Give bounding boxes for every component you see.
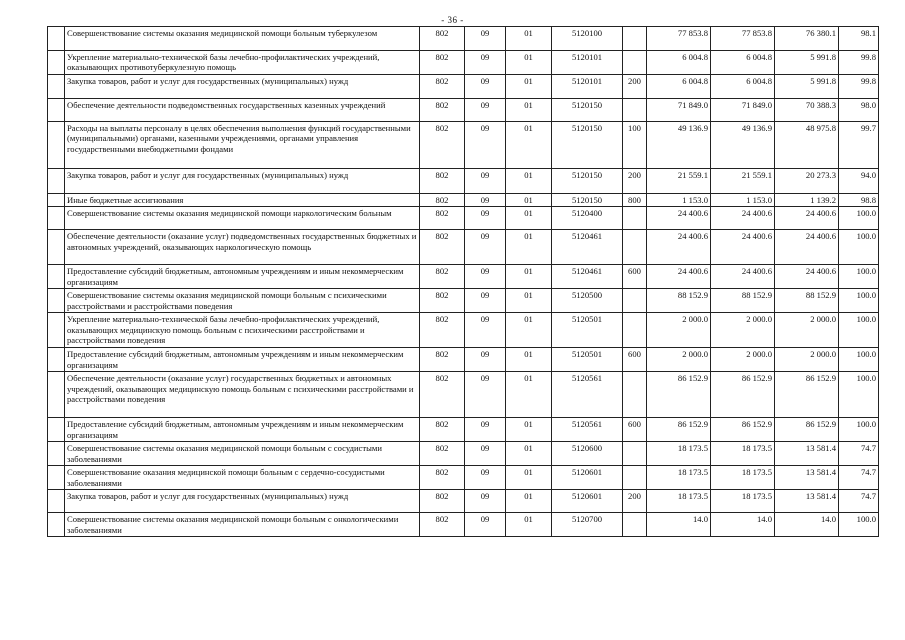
row-expense-type: 600 [623, 418, 647, 442]
row-target-code: 5120400 [552, 207, 623, 230]
row-subsection: 01 [506, 169, 552, 194]
row-target-code: 5120501 [552, 313, 623, 348]
row-expense-type: 600 [623, 348, 647, 372]
row-gov-code: 802 [420, 466, 465, 490]
row-gov-code: 802 [420, 442, 465, 466]
row-value-1: 77 853.8 [647, 27, 711, 51]
row-value-1: 1 153.0 [647, 194, 711, 207]
row-subsection: 01 [506, 194, 552, 207]
row-section: 09 [465, 466, 506, 490]
row-gov-code: 802 [420, 230, 465, 265]
row-subsection: 01 [506, 51, 552, 75]
row-gov-code: 802 [420, 99, 465, 122]
row-subsection: 01 [506, 313, 552, 348]
row-expense-type [623, 51, 647, 75]
row-value-3: 13 581.4 [775, 490, 839, 513]
row-section: 09 [465, 513, 506, 537]
table-row [48, 466, 879, 490]
row-subsection: 01 [506, 442, 552, 466]
row-percent: 74.7 [839, 490, 879, 513]
row-gov-code: 802 [420, 75, 465, 99]
row-subsection: 01 [506, 490, 552, 513]
row-expense-type: 200 [623, 169, 647, 194]
row-value-2: 88 152.9 [711, 289, 775, 313]
row-value-3: 13 581.4 [775, 442, 839, 466]
row-gov-code: 802 [420, 289, 465, 313]
row-value-1: 6 004.8 [647, 51, 711, 75]
row-value-3: 76 380.1 [775, 27, 839, 51]
row-value-3: 86 152.9 [775, 372, 839, 418]
row-value-1: 88 152.9 [647, 289, 711, 313]
table-row [48, 289, 879, 313]
row-section: 09 [465, 372, 506, 418]
row-value-1: 24 400.6 [647, 265, 711, 289]
row-section: 09 [465, 51, 506, 75]
row-target-code: 5120601 [552, 466, 623, 490]
row-target-code: 5120601 [552, 490, 623, 513]
row-value-3: 1 139.2 [775, 194, 839, 207]
row-value-2: 18 173.5 [711, 466, 775, 490]
row-value-3: 5 991.8 [775, 75, 839, 99]
row-value-1: 86 152.9 [647, 372, 711, 418]
row-percent: 100.0 [839, 418, 879, 442]
row-percent: 100.0 [839, 289, 879, 313]
row-value-1: 71 849.0 [647, 99, 711, 122]
row-gov-code: 802 [420, 418, 465, 442]
row-expense-type [623, 230, 647, 265]
row-target-code: 5120101 [552, 51, 623, 75]
table-row [48, 27, 879, 51]
row-expense-type [623, 99, 647, 122]
row-value-1: 24 400.6 [647, 230, 711, 265]
row-expense-type [623, 442, 647, 466]
page-number: - 36 - [441, 15, 464, 25]
row-value-1: 2 000.0 [647, 313, 711, 348]
row-section: 09 [465, 442, 506, 466]
row-target-code: 5120500 [552, 289, 623, 313]
row-target-code: 5120700 [552, 513, 623, 537]
row-percent: 100.0 [839, 207, 879, 230]
row-section: 09 [465, 313, 506, 348]
row-gov-code: 802 [420, 207, 465, 230]
row-value-3: 86 152.9 [775, 418, 839, 442]
row-target-code: 5120150 [552, 194, 623, 207]
row-blank-cell [48, 418, 65, 442]
row-blank-cell [48, 348, 65, 372]
row-expense-type: 600 [623, 265, 647, 289]
row-expense-type: 200 [623, 490, 647, 513]
row-blank-cell [48, 313, 65, 348]
table-row [48, 372, 879, 418]
row-percent: 100.0 [839, 513, 879, 537]
row-subsection: 01 [506, 513, 552, 537]
row-value-3: 24 400.6 [775, 207, 839, 230]
row-expense-type [623, 27, 647, 51]
row-section: 09 [465, 348, 506, 372]
table-row [48, 51, 879, 75]
row-blank-cell [48, 466, 65, 490]
row-name: Закупка товаров, работ и услуг для государственных (муниципальных) нужд [65, 75, 420, 99]
row-percent: 99.8 [839, 75, 879, 99]
row-value-1: 18 173.5 [647, 466, 711, 490]
row-target-code: 5120101 [552, 75, 623, 99]
row-percent: 100.0 [839, 230, 879, 265]
row-value-2: 24 400.6 [711, 265, 775, 289]
row-percent: 100.0 [839, 372, 879, 418]
row-value-3: 88 152.9 [775, 289, 839, 313]
row-value-1: 18 173.5 [647, 442, 711, 466]
row-section: 09 [465, 207, 506, 230]
row-gov-code: 802 [420, 372, 465, 418]
row-section: 09 [465, 490, 506, 513]
row-value-1: 6 004.8 [647, 75, 711, 99]
row-name: Иные бюджетные ассигнования [65, 194, 420, 207]
row-section: 09 [465, 169, 506, 194]
table-body [48, 27, 879, 537]
row-value-2: 21 559.1 [711, 169, 775, 194]
table-row [48, 313, 879, 348]
row-target-code: 5120600 [552, 442, 623, 466]
row-section: 09 [465, 418, 506, 442]
row-blank-cell [48, 194, 65, 207]
row-percent: 100.0 [839, 348, 879, 372]
row-expense-type [623, 289, 647, 313]
row-percent: 100.0 [839, 265, 879, 289]
row-target-code: 5120561 [552, 418, 623, 442]
row-gov-code: 802 [420, 169, 465, 194]
row-name: Закупка товаров, работ и услуг для государственных (муниципальных) нужд [65, 490, 420, 513]
row-value-2: 49 136.9 [711, 122, 775, 169]
row-subsection: 01 [506, 466, 552, 490]
table-row [48, 75, 879, 99]
row-value-1: 24 400.6 [647, 207, 711, 230]
row-blank-cell [48, 442, 65, 466]
row-expense-type: 800 [623, 194, 647, 207]
row-value-3: 24 400.6 [775, 230, 839, 265]
row-percent: 98.1 [839, 27, 879, 51]
row-name: Предоставление субсидий бюджетным, автономным учреждениям и иным некоммерческим организациям [65, 418, 420, 442]
row-value-2: 2 000.0 [711, 313, 775, 348]
row-value-2: 86 152.9 [711, 418, 775, 442]
row-blank-cell [48, 51, 65, 75]
row-value-2: 18 173.5 [711, 490, 775, 513]
row-name: Закупка товаров, работ и услуг для государственных (муниципальных) нужд [65, 169, 420, 194]
row-gov-code: 802 [420, 313, 465, 348]
row-gov-code: 802 [420, 51, 465, 75]
row-percent: 99.7 [839, 122, 879, 169]
row-target-code: 5120150 [552, 122, 623, 169]
row-subsection: 01 [506, 265, 552, 289]
table-row [48, 122, 879, 169]
row-percent: 74.7 [839, 466, 879, 490]
row-subsection: 01 [506, 418, 552, 442]
row-value-3: 13 581.4 [775, 466, 839, 490]
row-name: Совершенствование системы оказания медицинской помощи больным с онкологическими заболеваниями [65, 513, 420, 537]
row-blank-cell [48, 265, 65, 289]
row-blank-cell [48, 513, 65, 537]
row-value-2: 6 004.8 [711, 51, 775, 75]
table-row [48, 169, 879, 194]
row-blank-cell [48, 27, 65, 51]
row-value-2: 6 004.8 [711, 75, 775, 99]
row-gov-code: 802 [420, 27, 465, 51]
row-value-1: 2 000.0 [647, 348, 711, 372]
table-row [48, 99, 879, 122]
row-value-3: 14.0 [775, 513, 839, 537]
table-row [48, 265, 879, 289]
row-name: Обеспечение деятельности (оказание услуг) подведомственных государственных бюджетных и автономных учреждений, оказывающих наркологическую помощь [65, 230, 420, 265]
row-value-1: 49 136.9 [647, 122, 711, 169]
table-row [48, 513, 879, 537]
row-blank-cell [48, 169, 65, 194]
row-expense-type [623, 313, 647, 348]
table-row [48, 207, 879, 230]
row-section: 09 [465, 265, 506, 289]
row-section: 09 [465, 122, 506, 169]
row-percent: 99.8 [839, 51, 879, 75]
row-value-2: 24 400.6 [711, 230, 775, 265]
row-value-3: 5 991.8 [775, 51, 839, 75]
budget-table [47, 26, 879, 537]
row-value-3: 20 273.3 [775, 169, 839, 194]
row-value-2: 1 153.0 [711, 194, 775, 207]
row-section: 09 [465, 289, 506, 313]
row-blank-cell [48, 122, 65, 169]
row-expense-type [623, 372, 647, 418]
row-name: Совершенствование системы оказания медицинской помощи больным с сосудистыми заболеваниями [65, 442, 420, 466]
row-blank-cell [48, 230, 65, 265]
row-percent: 100.0 [839, 313, 879, 348]
row-value-3: 70 388.3 [775, 99, 839, 122]
table-row [48, 442, 879, 466]
row-value-2: 86 152.9 [711, 372, 775, 418]
row-value-2: 24 400.6 [711, 207, 775, 230]
row-subsection: 01 [506, 289, 552, 313]
row-percent: 98.8 [839, 194, 879, 207]
row-subsection: 01 [506, 348, 552, 372]
row-name: Обеспечение деятельности подведомственных государственных казенных учреждений [65, 99, 420, 122]
row-subsection: 01 [506, 99, 552, 122]
row-expense-type [623, 466, 647, 490]
row-name: Предоставление субсидий бюджетным, автономным учреждениям и иным некоммерческим организациям [65, 348, 420, 372]
row-value-2: 14.0 [711, 513, 775, 537]
row-target-code: 5120150 [552, 99, 623, 122]
row-blank-cell [48, 289, 65, 313]
row-name: Предоставление субсидий бюджетным, автономным учреждениям и иным некоммерческим организациям [65, 265, 420, 289]
row-expense-type: 200 [623, 75, 647, 99]
row-blank-cell [48, 99, 65, 122]
row-subsection: 01 [506, 122, 552, 169]
row-subsection: 01 [506, 372, 552, 418]
row-value-1: 14.0 [647, 513, 711, 537]
row-target-code: 5120461 [552, 265, 623, 289]
row-subsection: 01 [506, 75, 552, 99]
row-value-2: 71 849.0 [711, 99, 775, 122]
row-name: Совершенствование системы оказания медицинской помощи больным с психическими расстройствами и расстройствами поведения [65, 289, 420, 313]
row-gov-code: 802 [420, 348, 465, 372]
row-percent: 94.0 [839, 169, 879, 194]
row-name: Укрепление материально-технической базы лечебно-профилактических учреждений, оказывающих противотуберкулезную помощь [65, 51, 420, 75]
row-value-3: 24 400.6 [775, 265, 839, 289]
row-name: Совершенствование системы оказания медицинской помощи наркологическим больным [65, 207, 420, 230]
row-subsection: 01 [506, 230, 552, 265]
row-blank-cell [48, 207, 65, 230]
table-row [48, 418, 879, 442]
row-target-code: 5120561 [552, 372, 623, 418]
table-row [48, 348, 879, 372]
row-percent: 98.0 [839, 99, 879, 122]
row-name: Укрепление материально-технической базы лечебно-профилактических учреждений, оказывающих медицинскую помощь больным с психическими расстройствами и расстройствами поведения [65, 313, 420, 348]
row-target-code: 5120100 [552, 27, 623, 51]
row-value-3: 2 000.0 [775, 348, 839, 372]
row-target-code: 5120150 [552, 169, 623, 194]
row-expense-type [623, 207, 647, 230]
row-value-1: 18 173.5 [647, 490, 711, 513]
row-gov-code: 802 [420, 194, 465, 207]
row-target-code: 5120461 [552, 230, 623, 265]
table-row [48, 490, 879, 513]
row-value-3: 48 975.8 [775, 122, 839, 169]
row-gov-code: 802 [420, 265, 465, 289]
row-value-2: 2 000.0 [711, 348, 775, 372]
row-blank-cell [48, 490, 65, 513]
row-name: Обеспечение деятельности (оказание услуг) государственных бюджетных и автономных учреждений, оказывающих медицинскую помощь больным с психическими расстройствами и расстройствами поведения [65, 372, 420, 418]
table-row [48, 194, 879, 207]
row-value-1: 21 559.1 [647, 169, 711, 194]
row-percent: 74.7 [839, 442, 879, 466]
row-blank-cell [48, 372, 65, 418]
row-gov-code: 802 [420, 490, 465, 513]
table-row [48, 230, 879, 265]
row-section: 09 [465, 27, 506, 51]
row-section: 09 [465, 230, 506, 265]
row-gov-code: 802 [420, 513, 465, 537]
row-value-2: 77 853.8 [711, 27, 775, 51]
row-value-2: 18 173.5 [711, 442, 775, 466]
row-name: Совершенствование системы оказания медицинской помощи больным туберкулезом [65, 27, 420, 51]
row-subsection: 01 [506, 27, 552, 51]
row-gov-code: 802 [420, 122, 465, 169]
row-blank-cell [48, 75, 65, 99]
row-subsection: 01 [506, 207, 552, 230]
row-value-1: 86 152.9 [647, 418, 711, 442]
row-section: 09 [465, 75, 506, 99]
row-expense-type [623, 513, 647, 537]
row-section: 09 [465, 99, 506, 122]
row-section: 09 [465, 194, 506, 207]
row-value-3: 2 000.0 [775, 313, 839, 348]
row-target-code: 5120501 [552, 348, 623, 372]
row-expense-type: 100 [623, 122, 647, 169]
row-name: Расходы на выплаты персоналу в целях обеспечения выполнения функций государственными (муниципальными) органами, казенными учреждениями, органами управления государственными внебюджетными фондами [65, 122, 420, 169]
row-name: Совершенствование оказания медицинской помощи больным с сердечно-сосудистыми заболеваниями [65, 466, 420, 490]
